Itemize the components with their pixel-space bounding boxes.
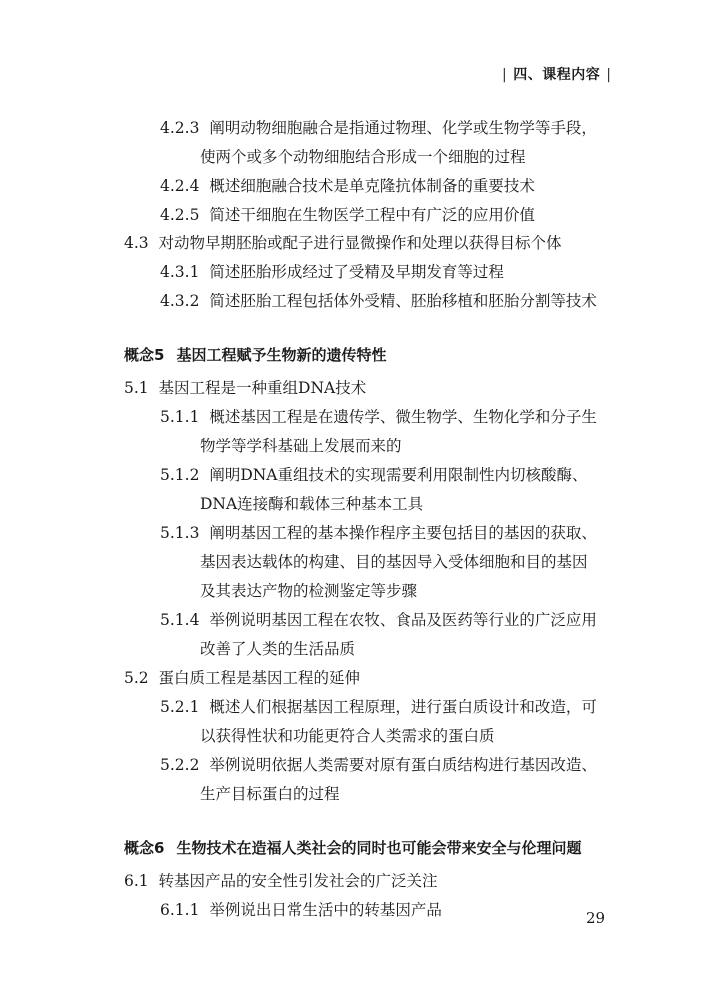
item-number: 4.3.2 (160, 292, 200, 310)
concept-6-heading (124, 838, 581, 858)
concept-number: 概念6 (124, 839, 165, 857)
item-text: 概述人们根据基因工程原理，进行蛋白质设计和改造，可 (209, 698, 597, 716)
header-divider-left: | (502, 67, 508, 83)
list-item-continuation: 使两个或多个动物细胞结合形成一个细胞的过程 (200, 148, 526, 166)
list-item-5-2-2 (160, 755, 597, 775)
item-number: 4.2.4 (160, 177, 200, 195)
item-text: 对动物早期胚胎或配子进行显微操作和处理以获得目标个体 (158, 234, 562, 252)
item-text: 概述基因工程是在遗传学、微生物学、生物化学和分子生 (209, 408, 597, 426)
list-item-5-2 (124, 668, 360, 688)
list-item-5-2-1 (160, 697, 597, 717)
item-number: 5.2.2 (160, 756, 200, 774)
concept-title: 生物技术在造福人类社会的同时也可能会带来安全与伦理问题 (176, 839, 582, 857)
item-text: 阐明DNA重组技术的实现需要利用限制性内切核酸酶、 (209, 466, 588, 484)
item-number: 5.1.2 (160, 466, 200, 484)
list-item-continuation: 基因表达载体的构建、目的基因导入受体细胞和目的基因 (200, 553, 588, 571)
item-text: 简述胚胎工程包括体外受精、胚胎移植和胚胎分割等技术 (209, 292, 597, 310)
header-divider-right: | (606, 67, 612, 83)
list-item-6-1 (124, 871, 438, 891)
item-text: 概述细胞融合技术是单克隆抗体制备的重要技术 (209, 177, 535, 195)
list-item-continuation: 改善了人类的生活品质 (200, 640, 356, 658)
item-text: 转基因产品的安全性引发社会的广泛关注 (158, 872, 438, 890)
item-number: 4.2.3 (160, 119, 200, 137)
item-text: 举例说出日常生活中的转基因产品 (209, 901, 442, 919)
list-item-4-2-5 (160, 205, 535, 225)
item-number: 6.1 (124, 872, 149, 890)
list-item-continuation: 物学等学科基础上发展而来的 (200, 437, 402, 455)
list-item-5-1-2 (160, 465, 588, 485)
item-number: 4.3 (124, 234, 149, 252)
item-text: 阐明基因工程的基本操作程序主要包括目的基因的获取、 (209, 524, 597, 542)
list-item-6-1-1 (160, 900, 442, 920)
concept-title: 基因工程赋予生物新的遗传特性 (176, 346, 387, 364)
item-text: 蛋白质工程是基因工程的延伸 (158, 669, 361, 687)
item-text: 基因工程是一种重组DNA技术 (158, 379, 367, 397)
item-number: 4.3.1 (160, 263, 200, 281)
item-text: 简述干细胞在生物医学工程中有广泛的应用价值 (209, 206, 535, 224)
item-number: 5.1 (124, 379, 149, 397)
item-text: 阐明动物细胞融合是指通过物理、化学或生物学等手段， (209, 119, 597, 137)
list-item-continuation: DNA连接酶和载体三种基本工具 (200, 495, 424, 513)
item-number: 5.2.1 (160, 698, 200, 716)
list-item-4-3-2 (160, 291, 597, 311)
list-item-4-3-1 (160, 262, 504, 282)
list-item-5-1-3 (160, 523, 597, 543)
item-text: 简述胚胎形成经过了受精及早期发育等过程 (209, 263, 504, 281)
item-number: 5.1.3 (160, 524, 200, 542)
item-text: 举例说明依据人类需要对原有蛋白质结构进行基因改造、 (209, 756, 597, 774)
list-item-4-3 (124, 233, 562, 253)
header-section-title: 四、课程内容 (513, 67, 601, 83)
item-number: 5.1.4 (160, 611, 200, 629)
item-number: 4.2.5 (160, 206, 200, 224)
list-item-5-1-4 (160, 610, 597, 630)
item-text: 举例说明基因工程在农牧、食品及医药等行业的广泛应用 (209, 611, 597, 629)
item-number: 5.1.1 (160, 408, 200, 426)
list-item-4-2-4 (160, 176, 535, 196)
list-item-5-1 (124, 378, 366, 398)
concept-5-heading (124, 345, 386, 365)
item-number: 6.1.1 (160, 901, 200, 919)
list-item-4-2-3 (160, 118, 597, 138)
list-item-continuation: 及其表达产物的检测鉴定等步骤 (200, 582, 418, 600)
concept-number: 概念5 (124, 346, 165, 364)
list-item-continuation: 以获得性状和功能更符合人类需求的蛋白质 (200, 727, 495, 745)
running-header (496, 64, 617, 84)
list-item-5-1-1 (160, 407, 597, 427)
page-number: 29 (586, 909, 606, 927)
item-number: 5.2 (124, 669, 149, 687)
list-item-continuation: 生产目标蛋白的过程 (200, 785, 340, 803)
